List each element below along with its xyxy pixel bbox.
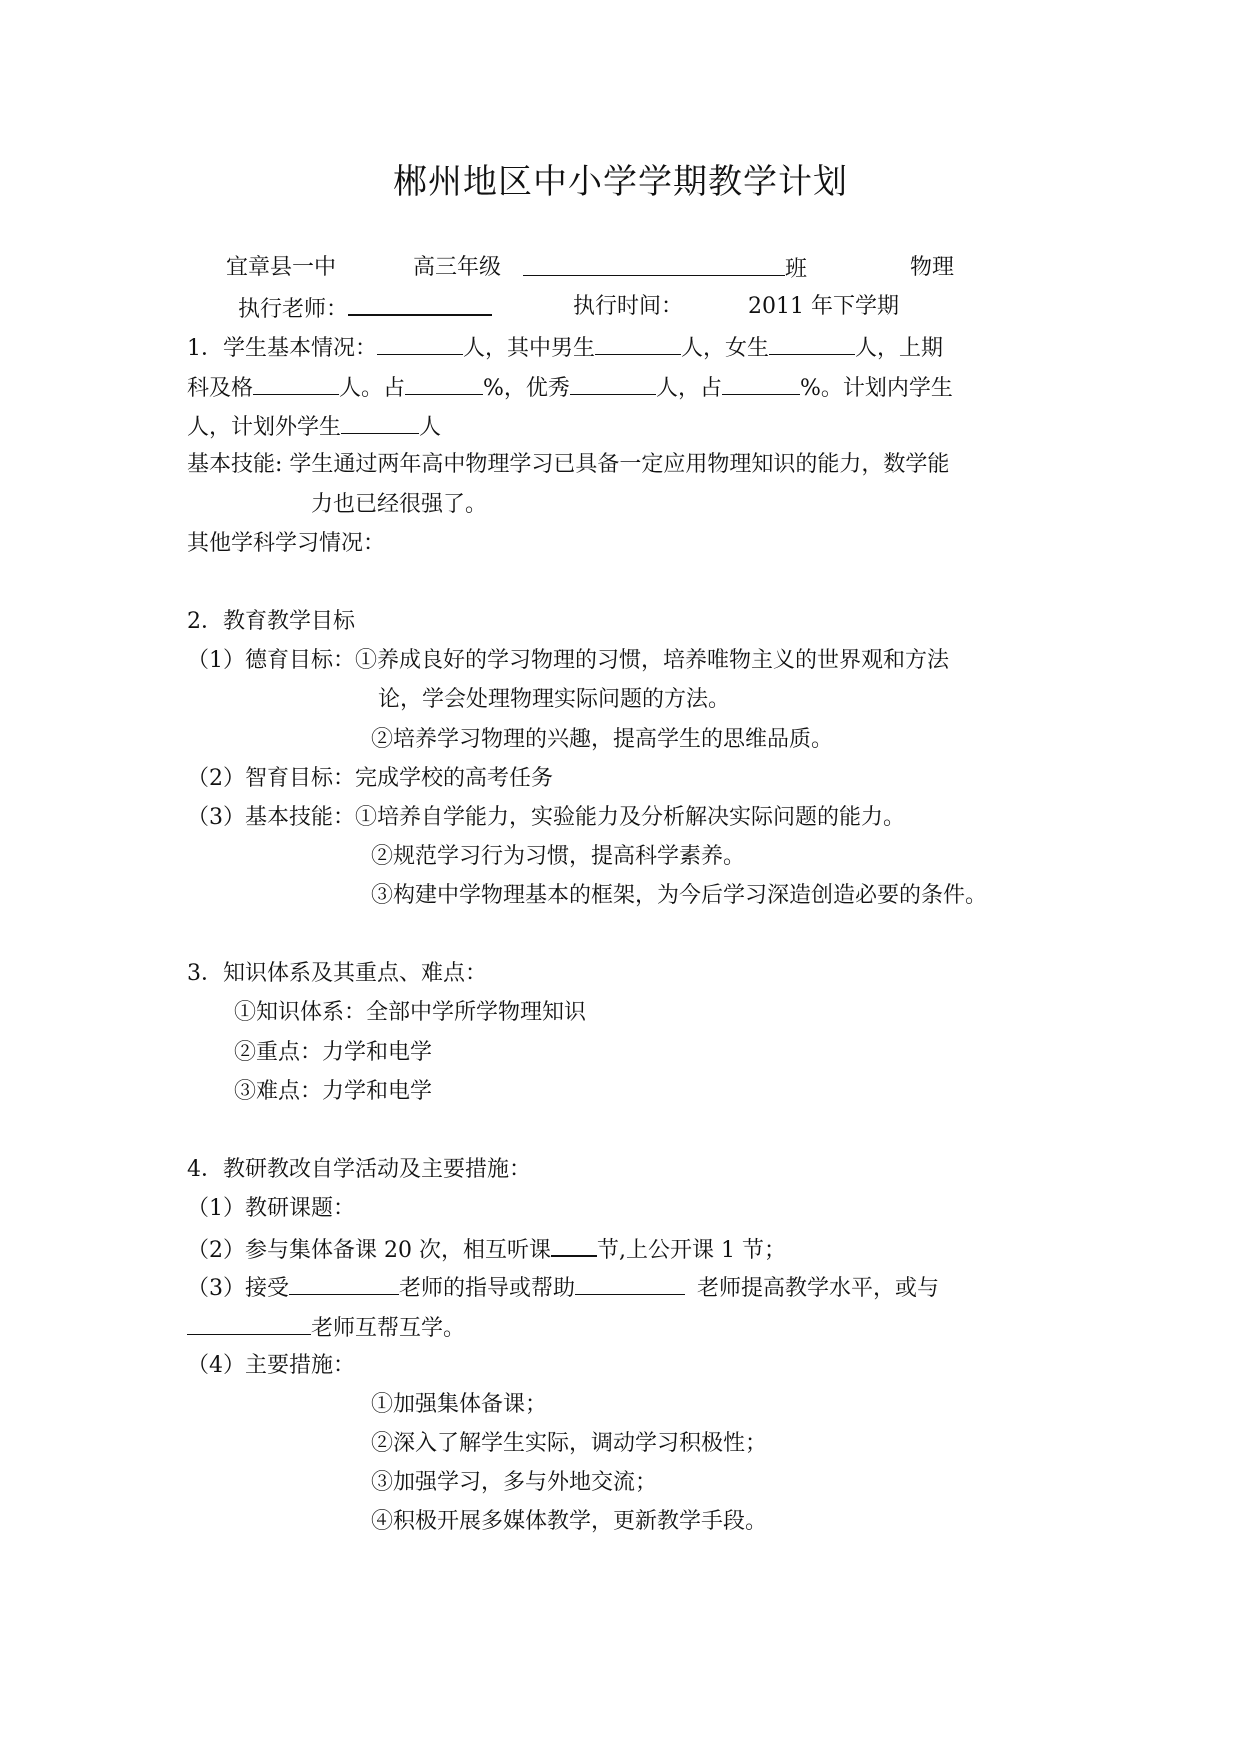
text-unplanned: 人，计划外学生 bbox=[187, 415, 342, 440]
teacher-blank[interactable] bbox=[348, 292, 492, 316]
unplanned-count-blank[interactable] bbox=[341, 411, 419, 434]
time-line bbox=[573, 292, 683, 322]
text-male-label: 人，其中男生 bbox=[463, 336, 596, 361]
student-info-line-2 bbox=[187, 372, 953, 404]
skills-goal-line-1: （3）基本技能：①培养自学能力，实验能力及分析解决实际问题的能力。 bbox=[187, 805, 905, 830]
student-info-label: 1．学生基本情况： bbox=[187, 336, 377, 361]
student-info-line-3 bbox=[187, 411, 441, 443]
header-school-line bbox=[226, 253, 336, 283]
class-blank[interactable] bbox=[523, 253, 785, 276]
improve-text: 老师提高教学水平，或与 bbox=[697, 1276, 940, 1301]
page-title: 郴州地区中小学学期教学计划 bbox=[393, 162, 848, 202]
mutual-help-line bbox=[187, 1312, 465, 1344]
section2-heading: 2．教育教学目标 bbox=[187, 609, 355, 634]
excellent-count-blank[interactable] bbox=[570, 372, 656, 395]
class-suffix: 班 bbox=[785, 257, 808, 282]
grade-name: 高三年级 bbox=[413, 255, 502, 280]
basic-skills-line-1: 基本技能: 学生通过两年高中物理学习已具备一定应用物理知识的能力，数学能 bbox=[187, 452, 950, 477]
guidance-text: 老师的指导或帮助 bbox=[399, 1276, 576, 1301]
time-label: 执行时间： bbox=[573, 294, 684, 319]
measure-item-2: ②深入了解学生实际，调动学习积极性； bbox=[371, 1431, 768, 1456]
difficult-points-item: ③难点：力学和电学 bbox=[234, 1079, 433, 1104]
subject-name: 物理 bbox=[910, 255, 955, 280]
teacher-label: 执行老师： bbox=[238, 297, 349, 322]
skills-goal-line-3: ③构建中学物理基本的框架，为今后学习深造创造必要的条件。 bbox=[371, 883, 988, 908]
pass-percent-blank[interactable] bbox=[405, 372, 483, 395]
open-class-text: 节,上公开课 1 节； bbox=[596, 1238, 786, 1263]
measures-heading: （4）主要措施： bbox=[187, 1353, 355, 1378]
text-person: 人 bbox=[419, 415, 442, 440]
mutual-help-text: 老师互帮互学。 bbox=[311, 1316, 466, 1341]
moral-goal-line-1: （1）德育目标：①养成良好的学习物理的习惯，培养唯物主义的世界观和方法 bbox=[187, 648, 949, 673]
text-excellent: %，优秀 bbox=[483, 376, 570, 401]
skills-goal-line-2: ②规范学习行为习惯，提高科学素养。 bbox=[371, 844, 746, 869]
text-percent-of: 人。占 bbox=[339, 376, 406, 401]
class-blank-line bbox=[523, 253, 807, 285]
school-name: 宜章县一中 bbox=[226, 255, 337, 280]
lesson-prep-text: （2）参与集体备课 20 次，相互听课 bbox=[187, 1238, 551, 1263]
excellent-percent-blank[interactable] bbox=[722, 372, 800, 395]
observe-lessons-blank[interactable] bbox=[551, 1233, 597, 1257]
basic-skills-line-2: 力也已经很强了。 bbox=[311, 492, 488, 517]
knowledge-system-item: ①知识体系：全部中学所学物理知识 bbox=[234, 1000, 587, 1025]
moral-goal-line-3: ②培养学习物理的兴趣，提高学生的思维品质。 bbox=[371, 727, 834, 752]
measure-item-3: ③加强学习，多与外地交流； bbox=[371, 1470, 658, 1495]
header-grade bbox=[413, 253, 501, 283]
time-value: 2011 年下学期 bbox=[748, 294, 899, 319]
peer-teacher-blank[interactable] bbox=[187, 1312, 311, 1335]
mentor-teacher-blank[interactable] bbox=[289, 1272, 399, 1295]
other-subjects-line: 其他学科学习情况： bbox=[187, 531, 386, 556]
header-subject bbox=[910, 253, 954, 283]
pass-count-blank[interactable] bbox=[253, 372, 339, 395]
total-students-blank[interactable] bbox=[377, 332, 463, 355]
text-female-label: 人，女生 bbox=[681, 336, 770, 361]
measure-item-4: ④积极开展多媒体教学，更新教学手段。 bbox=[371, 1509, 768, 1534]
mentor-line bbox=[187, 1272, 939, 1304]
text-percent-of-2: 人，占 bbox=[655, 376, 722, 401]
student-info-line-1 bbox=[187, 332, 943, 364]
section4-heading: 4．教研教改自学活动及主要措施： bbox=[187, 1157, 531, 1182]
accept-text: （3）接受 bbox=[187, 1276, 289, 1301]
female-students-blank[interactable] bbox=[769, 332, 855, 355]
lesson-prep-line bbox=[187, 1233, 786, 1266]
text-last-term: 人，上期 bbox=[855, 336, 944, 361]
time-value-line bbox=[748, 292, 899, 322]
text-pass: 科及格 bbox=[187, 376, 254, 401]
measure-item-1: ①加强集体备课； bbox=[371, 1392, 548, 1417]
help-teacher-blank[interactable] bbox=[575, 1272, 685, 1295]
key-points-item: ②重点：力学和电学 bbox=[234, 1040, 433, 1065]
intellect-goal-line: （2）智育目标：完成学校的高考任务 bbox=[187, 766, 553, 791]
research-topic-line: （1）教研课题： bbox=[187, 1196, 355, 1221]
text-planned: %。计划内学生 bbox=[799, 376, 953, 401]
moral-goal-line-2: 论，学会处理物理实际问题的方法。 bbox=[378, 687, 731, 712]
section3-heading: 3．知识体系及其重点、难点： bbox=[187, 961, 487, 986]
male-students-blank[interactable] bbox=[595, 332, 681, 355]
teacher-line bbox=[238, 292, 492, 325]
